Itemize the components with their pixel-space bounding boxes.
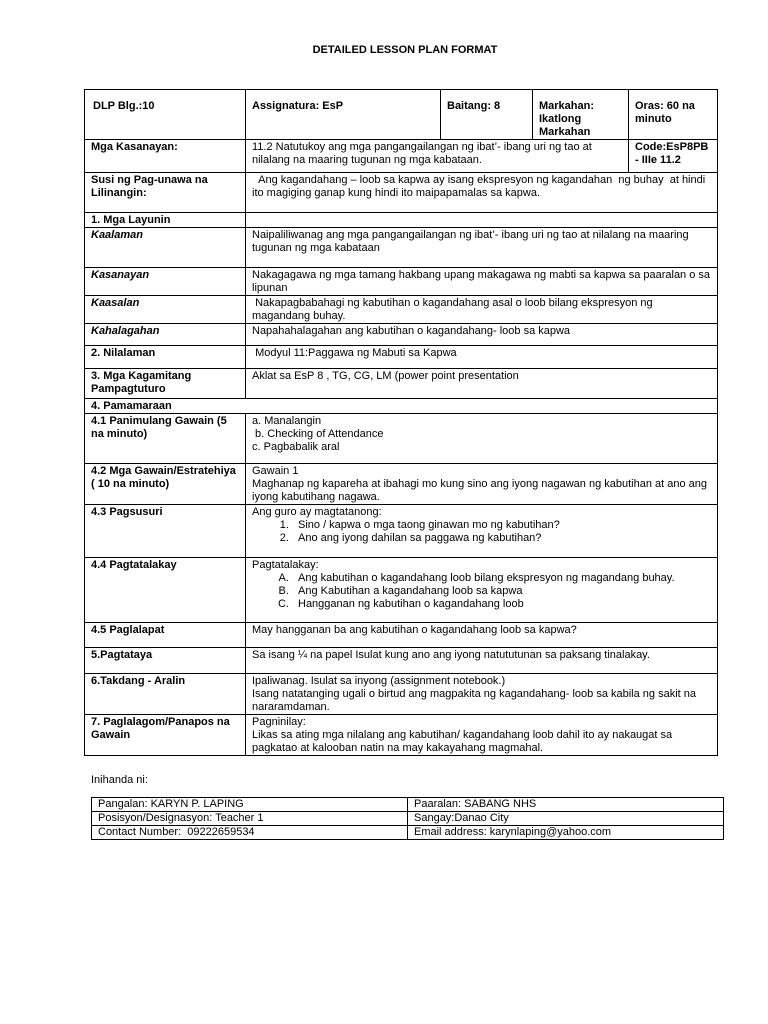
panimula-item: b. Checking of Attendance (252, 428, 384, 440)
kasanayan-objective-label: Kasanayan (85, 268, 246, 296)
pagtatalakay-intro: Pagtatalakay: (252, 559, 319, 571)
author-name: Pangalan: KARYN P. LAPING (92, 798, 408, 812)
kagamitan-label: 3. Mga Kagamitang Pampagtuturo (85, 369, 246, 399)
pagsusuri-cell (246, 505, 718, 558)
nilalaman-text: Modyul 11:Paggawa ng Mabuti sa Kapwa (246, 346, 718, 369)
baitang: Baitang: 8 (441, 90, 533, 140)
paglalapat-label: 4.5 Paglalapat (85, 623, 246, 648)
layunin-label: 1. Mga Layunin (85, 213, 246, 228)
markahan: Markahan: Ikatlong Markahan (533, 90, 629, 140)
paglalapat-text: May hangganan ba ang kabutihan o kagandahang loob sa kapwa? (246, 623, 718, 648)
author-school: Paaralan: SABANG NHS (408, 798, 724, 812)
takdang-label: 6.Takdang - Aralin (85, 674, 246, 715)
pagsusuri-item: 2. Ano ang iyong dahilan sa paggawa ng kabutihan? (292, 532, 711, 545)
author-table (91, 797, 724, 840)
pagsusuri-label: 4.3 Pagsusuri (85, 505, 246, 558)
dlp-number: DLP Blg.:10 (85, 90, 246, 140)
takdang-line: Ipaliwanag. Isulat sa inyong (assignment notebook.) (252, 675, 506, 687)
pagtatalakay-item: A. Ang kabutihan o kagandahang loob bilang ekspresyon ng magandang buhay. (292, 572, 711, 585)
pagtataya-label: 5.Pagtataya (85, 648, 246, 674)
pamamaraan-label: 4. Pamamaraan (85, 399, 718, 414)
gawain-text: Maghanap ng kapareha at ibahagi mo kung sino ang iyong nagawan ng kabutihan at ano ang iyong kabutihang nagawa. (252, 478, 708, 503)
kasanayan-text: 11.2 Natutukoy ang mga pangangailangan ng ibat’- ibang uri ng tao at nilalang na maaring tugunan ng mga kabataan. (246, 140, 629, 173)
kahalagahan-text: Napahahalagahan ang kabutihan o kagandahang- loob sa kapwa (246, 324, 718, 346)
takdang-cell (246, 674, 718, 715)
kagamitan-text: Aklat sa EsP 8 , TG, CG, LM (power point presentation (246, 369, 718, 399)
author-division: Sangay:Danao City (408, 812, 724, 826)
kaalaman-text: Naipaliliwanag ang mga pangangailangan ng ibat’- ibang uri ng tao at nilalang na maaring tugunan ng mga kabataan (246, 228, 718, 268)
panimula-label: 4.1 Panimulang Gawain (5 na minuto) (85, 414, 246, 464)
pagsusuri-item: 1. Sino / kapwa o mga taong ginawan mo ng kabutihan? (292, 519, 711, 532)
layunin-empty (246, 213, 718, 228)
kahalagahan-label: Kahalagahan (85, 324, 246, 346)
author-contact: Contact Number: 09222659534 (92, 826, 408, 840)
gawain-title: Gawain 1 (252, 465, 299, 477)
lesson-plan-table (84, 89, 718, 756)
kasanayan-label: Mga Kasanayan: (85, 140, 246, 173)
pagtatalakay-label: 4.4 Pagtatalakay (85, 558, 246, 623)
paglalagom-line: Pagninilay: (252, 716, 306, 728)
kaasalan-label: Kaasalan (85, 296, 246, 324)
takdang-line: Isang natatanging ugali o birtud ang magpakita ng kagandahang- loob sa kabila ng sakit na nararamdaman. (252, 688, 696, 713)
paglalagom-cell (246, 715, 718, 756)
susi-label: Susi ng Pag-unawa na Lilinangin: (85, 173, 246, 213)
gawain-cell (246, 464, 718, 505)
prepared-by-label: Inihanda ni: (91, 774, 148, 786)
page-title: DETAILED LESSON PLAN FORMAT (312, 44, 498, 56)
paglalagom-label: 7. Paglalagom/Panapos na Gawain (85, 715, 246, 756)
susi-text: Ang kagandahang – loob sa kapwa ay isang ekspresyon ng kagandahan ng buhay at hindi ito magiging ganap kung hindi ito maipapamalas sa kapwa. (246, 173, 718, 213)
panimula-list (246, 414, 718, 464)
kaalaman-label: Kaalaman (85, 228, 246, 268)
assignatura: Assignatura: EsP (246, 90, 441, 140)
pagtatalakay-cell (246, 558, 718, 623)
panimula-item: a. Manalangin (252, 415, 322, 427)
author-email: Email address: karynlaping@yahoo.com (408, 826, 724, 840)
paglalagom-line: Likas sa ating mga nilalang ang kabutihan/ kagandahang loob dahil ito ay nakaugat sa pagkatao at kalooban natin na may kakayahang magmahal. (252, 729, 673, 754)
kasanayan-code: Code:EsP8PB - IIIe 11.2 (629, 140, 718, 173)
kasanayan-objective-text: Nakagagawa ng mga tamang hakbang upang makagawa ng mabti sa kapwa sa paaralan o sa lipunan (246, 268, 718, 296)
author-position: Posisyon/Designasyon: Teacher 1 (92, 812, 408, 826)
pagsusuri-intro: Ang guro ay magtatanong: (252, 506, 382, 518)
gawain-label: 4.2 Mga Gawain/Estratehiya ( 10 na minuto) (85, 464, 246, 505)
oras: Oras: 60 na minuto (629, 90, 718, 140)
pagtatalakay-item: B. Ang Kabutihan a kagandahang loob sa kapwa (292, 585, 711, 598)
panimula-item: c. Pagbabalik aral (252, 441, 340, 453)
kaasalan-text: Nakapagbabahagi ng kabutihan o kagandahang asal o loob bilang ekspresyon ng magandang buhay. (246, 296, 718, 324)
pagtatalakay-item: C. Hangganan ng kabutihan o kagandahang loob (292, 598, 711, 611)
pagtataya-text: Sa isang ¼ na papel Isulat kung ano ang iyong natututunan sa paksang tinalakay. (246, 648, 718, 674)
nilalaman-label: 2. Nilalaman (85, 346, 246, 369)
